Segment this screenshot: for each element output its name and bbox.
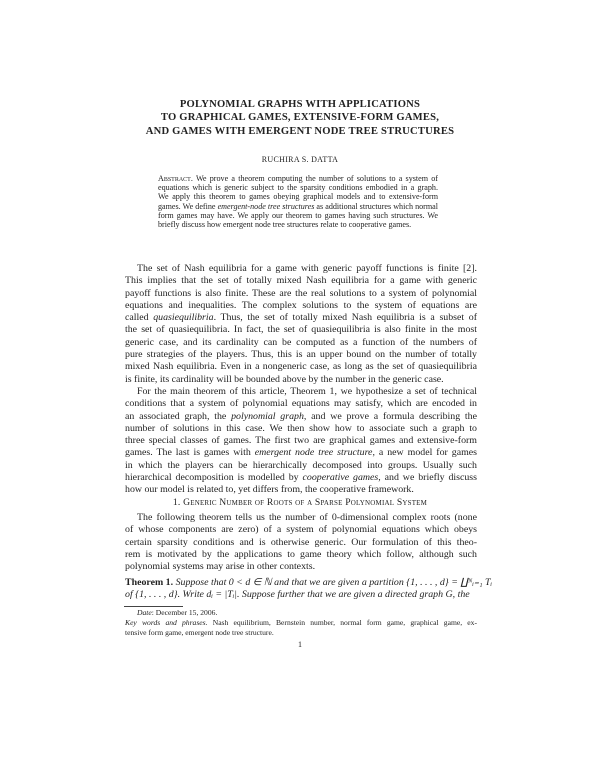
text-segment: tensive form game, emergent node tree structure. [125,628,274,637]
text-segment: , and we prove a formula describing the [303,410,477,422]
text-line [125,618,477,628]
italic-text: emergent node tree structure [254,447,373,459]
text-line [125,484,477,496]
theorem-1 [125,577,493,602]
text-segment: The following theorem tells us the number of 0-dimensional complex roots (none [137,512,477,523]
text-segment: form games may have. We apply our theorem to games having such structures. We [158,210,438,220]
text-segment: Theorem 1. [125,577,174,588]
italic-text: cooperative games [302,472,379,484]
text-line [158,183,438,192]
text-segment: is finite, its cardinality will be bounded above by the number in the generic case. [125,373,444,385]
text-segment: mixed Nash equilibria. Even in a nongeneric case, as long as the set of quasiequilibria [125,361,477,373]
intro-paragraph-1 [125,263,477,386]
footnotes [125,608,477,638]
text-segment: Nash equilibrium, Bernstein number, normal form game, graphical game, ex- [207,618,477,627]
text-segment: rem is motivated by the applications to game theory which follow, although such [125,548,477,560]
text-line [125,460,477,472]
text-segment: This implies that the set of totally mixed Nash equilibria for a game with generic [125,275,477,287]
paper-title-line-2: TO GRAPHICAL GAMES, EXTENSIVE-FORM GAMES, [160,112,440,123]
italic-text: Key words and phrases. [125,618,208,627]
italic-text: Date [137,608,152,617]
text-line [125,472,477,484]
text-segment: of whose components are zero) of a system of polynomial equations which obeys [125,524,477,536]
text-segment: the set of quasiequilibria. In fact, the set of quasiequilibria is also finite in the most [125,324,477,336]
text-line [125,324,477,336]
author-name: RUCHIRA S. DATTA [261,155,339,164]
text-segment: We prove a theorem computing the number of solutions to a system of [192,174,438,183]
text-line [125,398,477,410]
italic-text: polynomial graph [231,410,304,422]
text-segment: an associated graph, the [125,410,232,422]
section-paragraph [125,512,477,573]
page-number: 1 [298,640,302,649]
text-line [125,275,477,287]
text-line [125,337,477,349]
text-segment: pure strategies of the players. Thus, this is an upper bound on the number of totally [125,349,477,361]
text-line [125,349,477,361]
intro-paragraph-2 [125,386,477,497]
text-line [125,589,477,601]
text-segment: certain sparsity conditions and is otherwise generic. Our formulation of this theo- [125,536,477,548]
text-segment: called [125,312,154,324]
text-line [158,174,438,183]
text-segment: as additional structures which normal [314,201,438,211]
paper-title-line-3: AND GAMES WITH EMERGENT NODE TREE STRUCTURES [145,126,455,137]
text-line [125,628,477,638]
text-line [125,577,493,589]
text-segment: number of solutions in this case. We then show how to associate such a graph to [125,422,477,434]
text-line [125,512,477,524]
text-line [125,263,477,275]
text-line [125,288,477,300]
text-segment: conditions that a system of polynomial equations may satisfy, which are encoded in [125,398,477,410]
footnote-rule [124,606,183,607]
text-line [125,374,477,386]
text-segment: equations and inequalities. The complex solutions to the system of equations are [125,299,477,311]
italic-text: emergent-node tree structures [217,201,315,211]
text-segment: We apply this theorem to games obeying graphical models and to extensive-form [158,192,438,202]
italic-text: Suppose that 0 < d ∈ ℕ and that we are given a partition {1, . . . , d} = ∐ᴺᵢ₌₁ Tᵢ [175,577,493,588]
section-heading: 1. Generic Number of Roots of a Sparse Polynomial System [172,497,428,508]
text-line [125,312,477,324]
text-line [125,561,477,573]
text-line [125,447,477,459]
text-segment: hierarchical decomposition is modelled by [125,472,303,484]
text-line [125,608,477,618]
text-segment: Abstract. [158,174,193,183]
text-segment: payoff functions is also finite. These are the real solutions to a system of polynomial [125,287,477,299]
text-line [125,537,477,549]
text-segment: . Thus, the set of totally mixed Nash equilibria is a subset of [213,312,477,324]
text-line [125,386,477,398]
text-segment: generic case, and its cardinality can be computed as a function of the numbers of [125,336,477,348]
text-segment: The set of Nash equilibria for a game with generic payoff functions is finite [2]. [137,263,477,274]
text-line [158,192,438,201]
text-segment: games. We define [158,201,218,211]
italic-text: of {1, . . . , d}. Write dᵢ = |Tᵢ|. Suppose further that we are given a directed graph G, the [125,589,470,601]
text-segment: For the main theorem of this article, Theorem 1, we hypothesize a set of technical [137,386,477,397]
abstract [158,174,438,229]
text-line [125,300,477,312]
text-line [158,211,438,220]
text-line [125,361,477,373]
italic-text: quasiequilibria [153,312,214,324]
text-segment: in which the players can be hierarchically decomposed into groups. Usually such [125,459,477,471]
text-line [125,435,477,447]
text-line [158,202,438,211]
text-line [158,220,438,229]
text-line [125,423,477,435]
text-segment: polynomial systems may arise in other contexts. [125,561,316,573]
text-segment: how our model is related to, yet differs from, the cooperative framework. [125,484,414,496]
text-segment: equations which is generic subject to the sparsity conditions embodied in a graph. [158,183,438,193]
text-line [125,411,477,423]
text-segment: games. The last is games with [125,447,255,459]
text-segment: , and we briefly discuss [378,472,477,484]
text-line [125,549,477,561]
text-segment: , a new model for games [372,447,477,459]
text-segment: briefly discuss how emergent node tree structures relate to cooperative games. [158,219,412,229]
text-segment: : December 15, 2006. [151,608,218,617]
paper-title-line-1: POLYNOMIAL GRAPHS WITH APPLICATIONS [179,99,421,110]
text-segment: three special classes of games. The first two are graphical games and extensive-form [125,435,477,447]
text-line [125,524,477,536]
